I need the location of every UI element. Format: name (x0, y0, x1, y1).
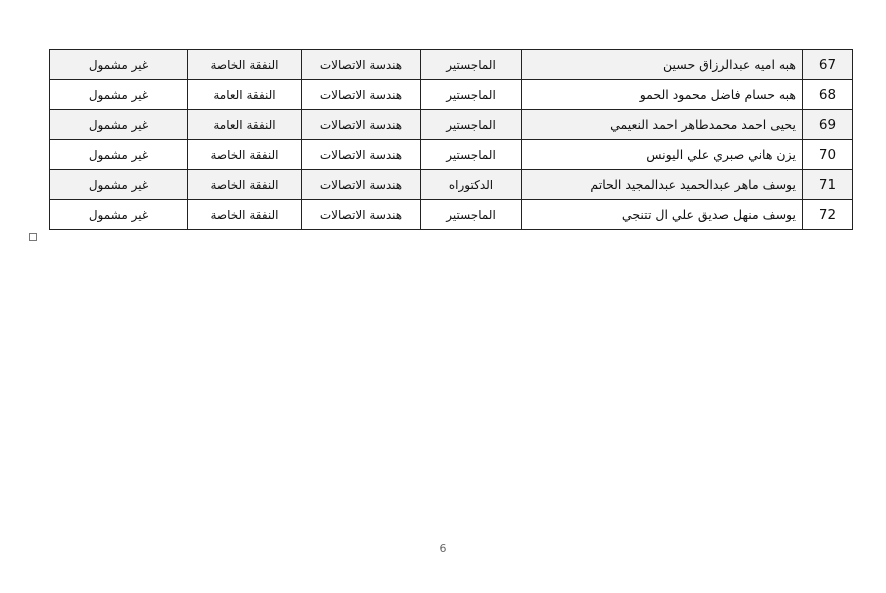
paragraph-marker-icon (29, 233, 37, 241)
degree-cell: الماجستير (421, 80, 522, 110)
funding-cell: النفقة العامة (188, 110, 302, 140)
status-cell: غير مشمول (50, 80, 188, 110)
funding-cell: النفقة الخاصة (188, 50, 302, 80)
name-cell: يوسف منهل صديق علي ال تتنجي (522, 200, 803, 230)
number-cell: 68 (803, 80, 853, 110)
name-cell: يزن هاني صبري علي اليونس (522, 140, 803, 170)
name-cell: هبه حسام فاضل محمود الحمو (522, 80, 803, 110)
status-cell: غير مشمول (50, 50, 188, 80)
degree-cell: الماجستير (421, 50, 522, 80)
number-cell: 67 (803, 50, 853, 80)
table-row (50, 170, 853, 200)
page-number: 6 (439, 542, 447, 555)
table-row (50, 200, 853, 230)
table-row (50, 110, 853, 140)
department-cell: هندسة الاتصالات (302, 140, 421, 170)
status-cell: غير مشمول (50, 110, 188, 140)
department-cell: هندسة الاتصالات (302, 170, 421, 200)
name-cell: يحيى احمد محمدطاهر احمد النعيمي (522, 110, 803, 140)
degree-cell: الماجستير (421, 140, 522, 170)
funding-cell: النفقة العامة (188, 80, 302, 110)
funding-cell: النفقة الخاصة (188, 170, 302, 200)
department-cell: هندسة الاتصالات (302, 80, 421, 110)
number-cell: 71 (803, 170, 853, 200)
table-row (50, 140, 853, 170)
funding-cell: النفقة الخاصة (188, 140, 302, 170)
department-cell: هندسة الاتصالات (302, 110, 421, 140)
number-cell: 70 (803, 140, 853, 170)
table-row (50, 50, 853, 80)
status-cell: غير مشمول (50, 200, 188, 230)
name-cell: يوسف ماهر عبدالحميد عبدالمجيد الحاتم (522, 170, 803, 200)
department-cell: هندسة الاتصالات (302, 200, 421, 230)
degree-cell: الدكتوراه (421, 170, 522, 200)
status-cell: غير مشمول (50, 140, 188, 170)
funding-cell: النفقة الخاصة (188, 200, 302, 230)
degree-cell: الماجستير (421, 200, 522, 230)
number-cell: 69 (803, 110, 853, 140)
students-table (49, 49, 853, 230)
table-row (50, 80, 853, 110)
name-cell: هبه اميه عبدالرزاق حسين (522, 50, 803, 80)
degree-cell: الماجستير (421, 110, 522, 140)
number-cell: 72 (803, 200, 853, 230)
status-cell: غير مشمول (50, 170, 188, 200)
department-cell: هندسة الاتصالات (302, 50, 421, 80)
